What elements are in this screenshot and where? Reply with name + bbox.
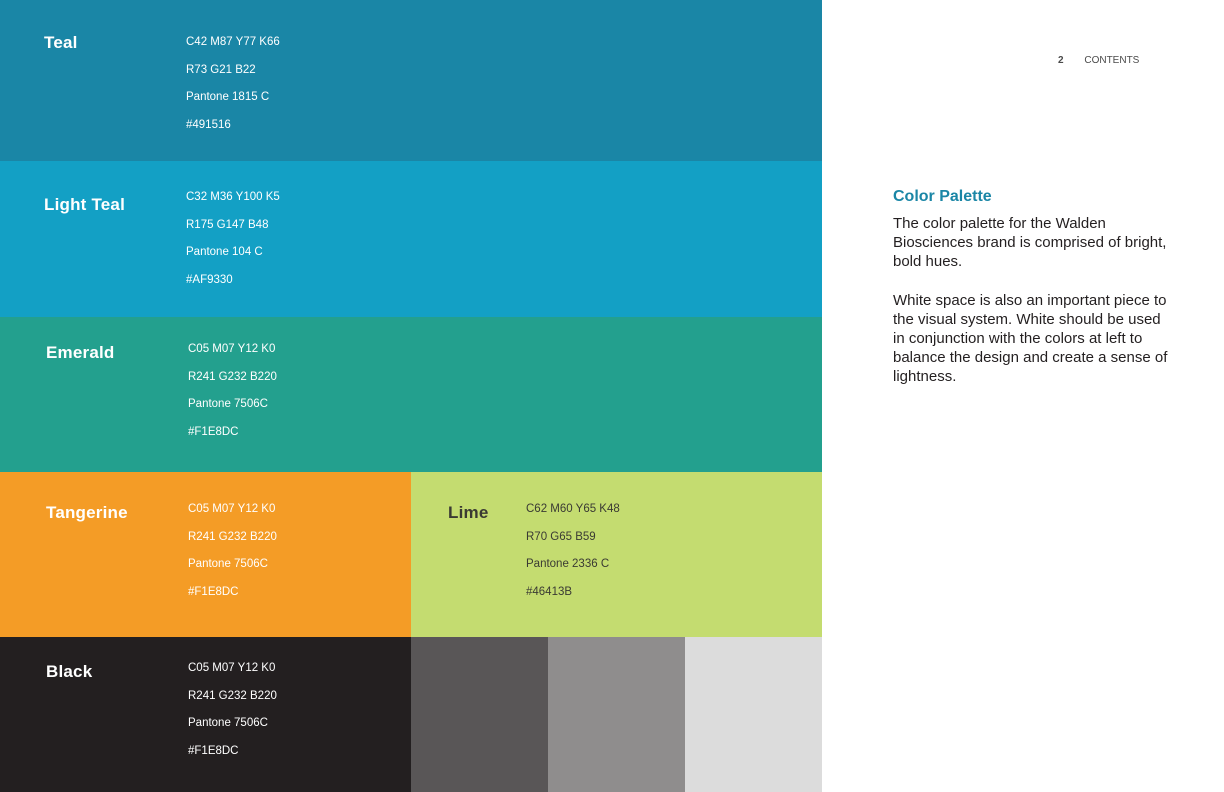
spec-pantone: Pantone 2336 C bbox=[526, 558, 610, 571]
spec-rgb: R241 G232 B220 bbox=[188, 689, 277, 702]
section-title: Color Palette bbox=[893, 188, 992, 205]
swatch-light-teal bbox=[0, 161, 822, 317]
swatch-specs bbox=[526, 496, 620, 606]
spec-pantone: Pantone 1815 C bbox=[186, 91, 270, 104]
swatch-emerald bbox=[0, 317, 822, 472]
spec-hex: #F1E8DC bbox=[188, 744, 239, 757]
swatch-name: Light Teal bbox=[44, 195, 126, 214]
spec-rgb: R70 G65 B59 bbox=[526, 530, 596, 543]
intro-text-block bbox=[893, 188, 1168, 406]
spec-pantone: Pantone 104 C bbox=[186, 246, 263, 259]
tint-light-gray bbox=[685, 637, 822, 792]
swatch-name: Teal bbox=[44, 33, 78, 52]
page-number: 2 bbox=[1058, 55, 1064, 66]
swatch-specs bbox=[186, 184, 280, 294]
spec-rgb: R175 G147 B48 bbox=[186, 218, 269, 231]
intro-paragraph: White space is also an important piece to the visual system. White should be used in conjunction with the colors at left to balance the design and create a sense of lightness. bbox=[893, 291, 1168, 386]
swatch-specs bbox=[188, 655, 277, 765]
swatch-specs bbox=[188, 496, 277, 606]
spec-pantone: Pantone 7506C bbox=[188, 398, 268, 411]
tint-dark-gray bbox=[411, 637, 548, 792]
page-header bbox=[1058, 55, 1139, 66]
spec-cmyk: C62 M60 Y65 K48 bbox=[526, 503, 620, 515]
spec-hex: #F1E8DC bbox=[188, 425, 239, 438]
spec-rgb: R241 G232 B220 bbox=[188, 530, 277, 543]
swatch-black bbox=[0, 637, 411, 792]
intro-paragraph: The color palette for the Walden Biosciences brand is comprised of bright, bold hues. bbox=[893, 215, 1167, 271]
spec-cmyk: C32 M36 Y100 K5 bbox=[186, 191, 280, 203]
spec-pantone: Pantone 7506C bbox=[188, 558, 268, 571]
spec-cmyk: C42 M87 Y77 K66 bbox=[186, 36, 280, 48]
spec-cmyk: C05 M07 Y12 K0 bbox=[188, 343, 276, 355]
swatch-specs bbox=[186, 29, 280, 139]
contents-link[interactable]: CONTENTS bbox=[1084, 55, 1140, 66]
spec-hex: #491516 bbox=[186, 118, 231, 131]
swatch-specs bbox=[188, 336, 277, 446]
spec-cmyk: C05 M07 Y12 K0 bbox=[188, 662, 276, 674]
swatch-lime bbox=[411, 472, 822, 637]
spec-hex: #F1E8DC bbox=[188, 585, 239, 598]
swatch-teal bbox=[0, 0, 822, 161]
swatch-name: Emerald bbox=[46, 343, 115, 362]
spec-rgb: R241 G232 B220 bbox=[188, 370, 277, 383]
swatch-tangerine bbox=[0, 472, 411, 637]
spec-rgb: R73 G21 B22 bbox=[186, 63, 256, 76]
swatch-name: Lime bbox=[448, 503, 489, 522]
tint-medium-gray bbox=[548, 637, 685, 792]
swatch-name: Black bbox=[46, 662, 93, 681]
swatch-name: Tangerine bbox=[46, 503, 128, 522]
spec-hex: #46413B bbox=[526, 585, 573, 598]
spec-hex: #AF9330 bbox=[186, 273, 233, 286]
spec-cmyk: C05 M07 Y12 K0 bbox=[188, 503, 276, 515]
spec-pantone: Pantone 7506C bbox=[188, 717, 268, 730]
